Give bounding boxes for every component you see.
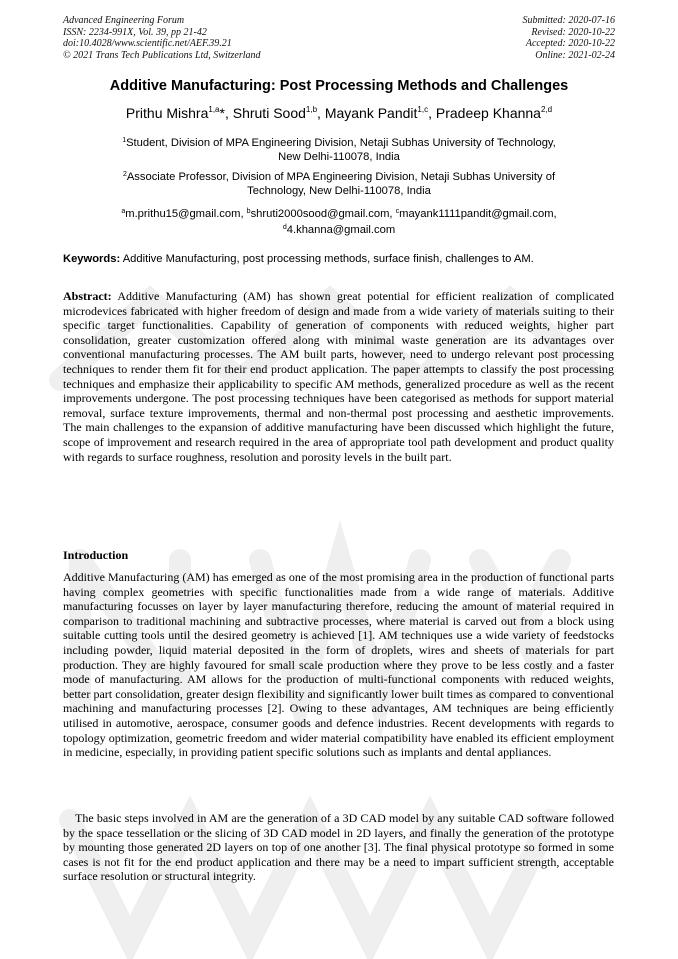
email-link[interactable]: mayank1111pandit@gmail.com	[399, 208, 554, 220]
affiliation-sup: 2	[122, 171, 127, 178]
affiliation-1	[70, 134, 608, 164]
date-submitted: Submitted: 2020-07-16	[522, 15, 615, 26]
keywords-label: Keywords:	[63, 253, 121, 265]
journal-info	[63, 15, 261, 61]
author-name: Shruti Sood	[232, 105, 306, 121]
affiliation-line: Student, Division of MPA Engineering Division, Netaji Subhas University of Technology,	[126, 137, 556, 149]
affiliation-line: Technology, New Delhi-110078, India	[247, 185, 431, 197]
keywords	[63, 253, 623, 265]
email-sep: ,	[389, 208, 396, 220]
author-sup: 1,c	[417, 105, 429, 114]
introduction-paragraph-1: Additive Manufacturing (AM) has emerged as one of the most promising area in the production of functional parts having complex geometries with specific functionalities made from a wide range of materials. Additive manufacturing focusses on layer by layer manufacturing therefore, reducing the amount of material required in comparison to traditional machining and subtractive processes, where material is carved out from a block using suitable cutting tools until the desired geometry is achieved [1]. AM techniques use a wide variety of feedstocks including powder, liquid material deposited in the form of droplets, wires and sheets of materials for part production. They are highly favoured for small scale production where they prove to be less costly and a faster mode of manufacturing. AM allows for the production of multi-functional components with reduced weights, better part consolidation, greater design flexibility and significantly lower built times as compared to conventional machining and manufacturing processes [2]. Owing to these advantages, AM techniques are being efficiently utilised in automotive, aerospace, consumer goods and defence industries. Recent developments with regards to topology optimization, geometric freedom and wider material compatibility have enabled its efficient employment in medicine, especially, in providing patient specific solutions such as implants and dental appliances.	[63, 570, 614, 760]
author-sep: *,	[219, 105, 233, 121]
abstract-text: Additive Manufacturing (AM) has shown great potential for efficient realization of complicated microdevices fabricated with higher freedom of design and made from a wide variety of materials suiting to their specific target functionalities. Capability of generation of components with reduced weights, higher part consolidation, greater customization offered along with minimal waste generation are its advantages over conventional manufacturing processes. The AM built parts, however, need to undergo relevant post processing techniques to render them fit for their end product application. The paper attempts to classify the post processing techniques and emphasize their applicability to specific AM methods, generalized procedure as well as the recent improvements undergone. The post processing techniques have been categorised as methods for support material removal, surface texture improvements, thermal and non-thermal post processing and aesthetic improvements. The main challenges to the expansion of additive manufacturing have been discussed which highlight the future, scope of improvement and research required in the area of appropriate tool path development and product quality with regards to surface roughness, resolution and porosity levels in the built part.	[63, 289, 614, 464]
email-link[interactable]: m.prithu15@gmail.com	[125, 208, 241, 220]
email-link[interactable]: 4.khanna@gmail.com	[286, 224, 396, 236]
abstract	[63, 289, 614, 464]
email-sep: ,	[553, 208, 557, 220]
email-list	[70, 205, 608, 237]
journal-doi: doi:10.4028/www.scientific.net/AEF.39.21	[63, 38, 232, 49]
date-online: Online: 2021-02-24	[535, 49, 615, 61]
author-sup: 2,d	[540, 105, 553, 114]
email-sep: ,	[240, 208, 247, 220]
affiliation-2	[70, 168, 608, 198]
author-sup: 1,b	[305, 105, 318, 114]
journal-name: Advanced Engineering Forum	[63, 15, 185, 26]
author-name: Mayank Pandit	[324, 105, 418, 121]
email-sup: a	[121, 208, 126, 215]
author-name: Pradeep Khanna	[435, 105, 541, 121]
introduction-paragraph-2: The basic steps involved in AM are the generation of a 3D CAD model by any suitable CAD software followed by the space tessellation or the slicing of 3D CAD model in 2D layers, and finally the generation of the prototype by mounting those generated 2D layers on top of one another [3]. The final physical prototype so formed in some cases is not fit for the end product application and there may be a need to impart sufficient strength, acceptable surface resolution or structural integrity.	[63, 811, 614, 884]
date-revised: Revised: 2020-10-22	[531, 26, 615, 38]
author-sep: ,	[317, 105, 325, 121]
journal-issn: ISSN: 2234-991X, Vol. 39, pp 21-42	[63, 26, 207, 38]
date-accepted: Accepted: 2020-10-22	[525, 38, 615, 49]
affiliation-sup: 1	[122, 137, 127, 144]
email-link[interactable]: shruti2000sood@gmail.com	[250, 208, 390, 220]
abstract-label: Abstract:	[63, 289, 112, 303]
author-list	[40, 105, 638, 121]
email-sup: d	[282, 224, 287, 231]
author-sup: 1,a	[208, 105, 220, 114]
affiliation-line: New Delhi-110078, India	[278, 151, 400, 163]
email-sup: b	[246, 208, 251, 215]
publication-dates	[523, 15, 616, 61]
paper-title: Additive Manufacturing: Post Processing Methods and Challenges	[109, 78, 569, 94]
email-sup: c	[395, 208, 400, 215]
section-heading-introduction: Introduction	[63, 548, 129, 562]
author-name: Prithu Mishra	[125, 105, 209, 121]
affiliation-line: Associate Professor, Division of MPA Engineering Division, Netaji Subhas University of	[126, 171, 556, 183]
author-sep: ,	[428, 105, 436, 121]
journal-copyright: © 2021 Trans Tech Publications Ltd, Switzerland	[63, 49, 261, 61]
keywords-text: Additive Manufacturing, post processing methods, surface finish, challenges to AM.	[120, 253, 534, 265]
